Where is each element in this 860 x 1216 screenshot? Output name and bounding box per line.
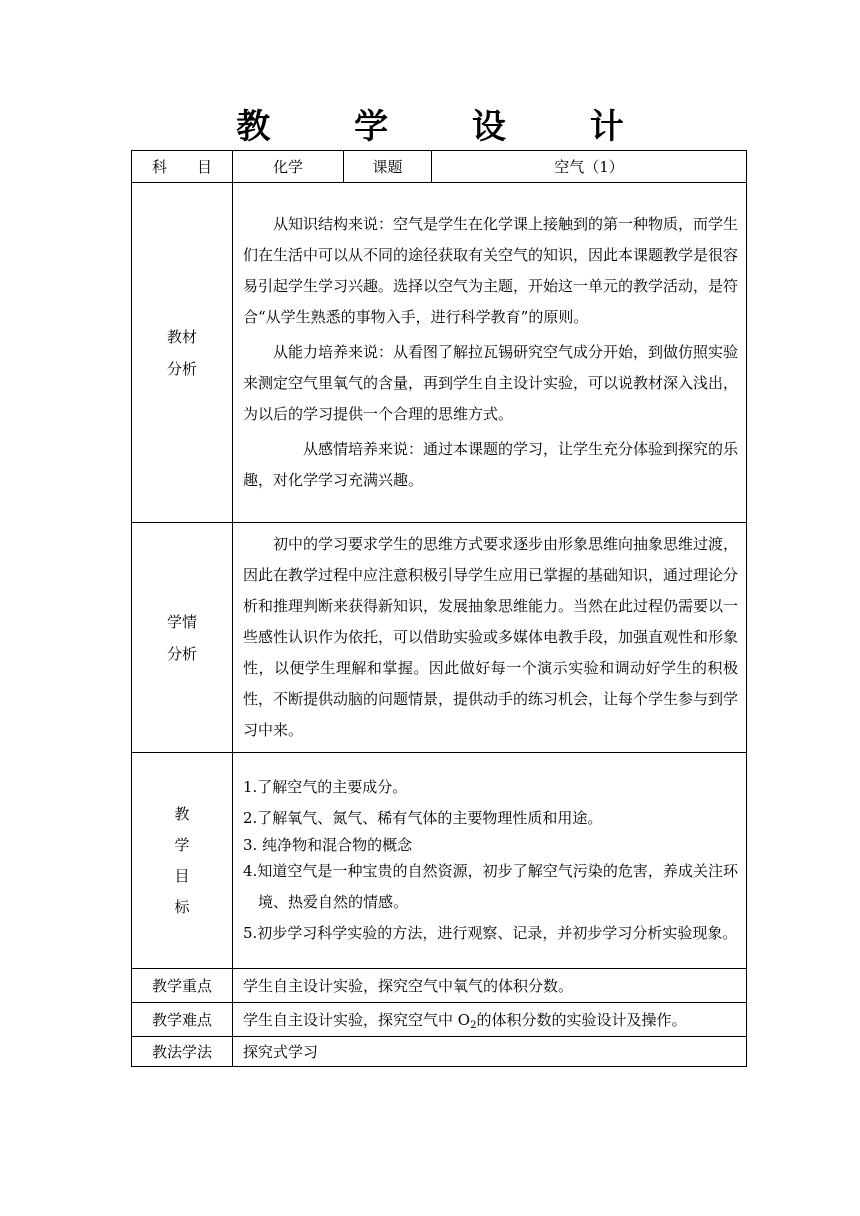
- objective-item: 1.了解空气的主要成分。: [243, 778, 408, 796]
- student-analysis-content: [233, 523, 747, 753]
- textbook-analysis-row: [132, 183, 747, 523]
- topic-value: 空气（1）: [432, 151, 747, 183]
- difficulty-text-suffix: 的体积分数的实验设计及操作。: [476, 1010, 687, 1029]
- method-row: [132, 1037, 747, 1067]
- difficulty-label: 教学难点: [132, 1003, 233, 1037]
- student-analysis-label-line: 学情: [166, 612, 197, 631]
- textbook-paragraph: 从知识结构来说：空气是学生在化学课上接触到的第一种物质，而学生们在生活中可以从不同的途径获取有关空气的知识，因此本课题教学是很容易引起学生学习兴趣。选择以空气为主题，开始这一单元的教学活动，是符合“从学生熟悉的事物入手，进行科学教育”的原则。: [243, 215, 739, 326]
- page-title: 教 学 设 计: [236, 107, 660, 147]
- subject-label: 科 目: [132, 151, 233, 183]
- difficulty-row: [132, 1003, 747, 1037]
- textbook-paragraph: 从感情培养来说：通过本课题的学习，让学生充分体验到探究的乐趣，对化学学习充满兴趣。: [243, 440, 739, 489]
- method-value: 探究式学习: [233, 1037, 747, 1067]
- objective-item: 5.初步学习科学实验的方法，进行观察、记录，并初步学习分析实验现象。: [243, 924, 738, 942]
- key-point-label: 教学重点: [132, 969, 233, 1003]
- objectives-label-char: 标: [174, 897, 190, 916]
- objectives-label-char: 教: [174, 804, 190, 823]
- student-paragraph: 初中的学习要求学生的思维方式要求逐步由形象思维向抽象思维过渡，因此在教学过程中应注意积极引导学生应用已掌握的基础知识，通过理论分析和推理判断来获得新知识，发展抽象思维能力。当然在此过程仍需要以一些感性认识作为依托，可以借助实验或多媒体电教手段，加强直观性和形象性，以便学生理解和掌握。因此做好每一个演示实验和调动好学生的积极性，不断提供动脑的问题情景，提供动手的练习机会，让每个学生参与到学习中来。: [243, 535, 739, 739]
- difficulty-value: [233, 1003, 747, 1037]
- objectives-row: [132, 753, 747, 969]
- student-analysis-label: [132, 523, 233, 753]
- student-analysis-row: [132, 523, 747, 753]
- textbook-analysis-label-line: 分析: [166, 359, 197, 378]
- key-point-row: [132, 969, 747, 1003]
- difficulty-text-prefix: 学生自主设计实验，探究空气中 O: [243, 1010, 471, 1029]
- textbook-analysis-label: [132, 183, 233, 523]
- student-analysis-label-line: 分析: [166, 644, 197, 663]
- objectives-label-char: 学: [174, 835, 190, 854]
- textbook-paragraph: 从能力培养来说：从看图了解拉瓦锡研究空气成分开始，到做仿照实验来测定空气里氧气的含量，再到学生自主设计实验，可以说教材深入浅出，为以后的学习提供一个合理的思维方式。: [243, 343, 739, 423]
- objectives-label: [132, 753, 233, 969]
- lesson-plan-table: [131, 150, 747, 1067]
- objectives-content: [233, 753, 747, 969]
- difficulty-subscript: 2: [470, 1019, 477, 1031]
- objective-item: 2.了解氧气、氮气、稀有气体的主要物理性质和用途。: [243, 809, 603, 827]
- textbook-analysis-label-line: 教材: [166, 327, 197, 346]
- objectives-label-char: 目: [174, 866, 190, 885]
- objective-item: 3. 纯净物和混合物的概念: [243, 836, 413, 854]
- key-point-value: 学生自主设计实验，探究空气中氧气的体积分数。: [233, 969, 747, 1003]
- topic-label: 课题: [344, 151, 432, 183]
- objective-item: 4.知道空气是一种宝贵的自然资源，初步了解空气污染的危害，养成关注环境、热爱自然的情感。: [243, 862, 738, 911]
- textbook-analysis-content: [233, 183, 747, 523]
- header-row: [132, 151, 747, 183]
- method-label: 教法学法: [132, 1037, 233, 1067]
- subject-value: 化学: [233, 151, 344, 183]
